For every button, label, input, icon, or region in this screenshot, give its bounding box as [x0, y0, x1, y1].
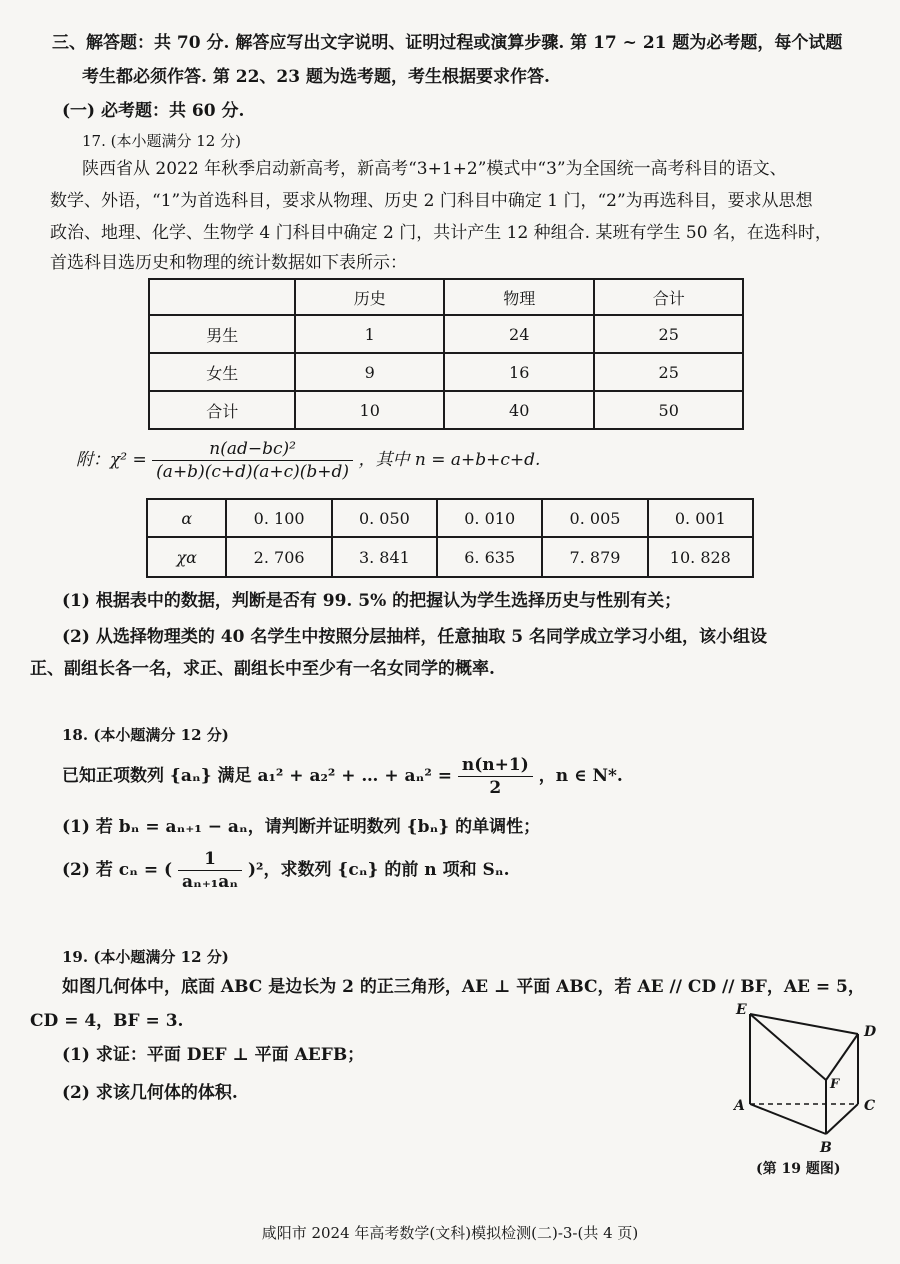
- q19-figure-caption: (第 19 题图): [756, 1161, 841, 1177]
- q18-stem-numerator: n(n+1): [458, 754, 533, 777]
- table-cell: 男生: [149, 315, 295, 353]
- table-cell: 女生: [149, 353, 295, 391]
- q17-alpha-table: [146, 498, 754, 578]
- edge-ab: [750, 1104, 826, 1134]
- chi-cell: 6. 635: [437, 537, 542, 577]
- alpha-cell: 0. 010: [437, 499, 542, 537]
- chi-cell: 3. 841: [332, 537, 437, 577]
- alpha-cell: 0. 001: [648, 499, 753, 537]
- vertex-label-b: B: [820, 1140, 832, 1156]
- q18-part-1: (1) 若 bₙ = aₙ₊₁ − aₙ，请判断并证明数列 {bₙ} 的单调性；: [62, 817, 541, 837]
- chi-square-formula: [76, 438, 540, 483]
- table-header-cell: 合计: [594, 279, 743, 315]
- table-cell: 50: [594, 391, 743, 429]
- vertex-label-e: E: [736, 1002, 747, 1018]
- q19-part-2: (2) 求该几何体的体积.: [62, 1083, 238, 1103]
- vertex-label-c: C: [864, 1098, 876, 1114]
- q18-part-2-prefix: (2) 若 cₙ = (: [62, 860, 173, 880]
- table-cell: 25: [594, 353, 743, 391]
- edge-df: [826, 1034, 858, 1080]
- q19-line-1: 如图几何体中，底面 ABC 是边长为 2 的正三角形，AE ⊥ 平面 ABC，若 AE // CD // BF，AE = 5，: [62, 977, 865, 997]
- alpha-label-cell: α: [147, 499, 226, 537]
- vertex-label-d: D: [864, 1024, 877, 1040]
- q18-part-2-numerator: 1: [178, 848, 242, 871]
- table-row: [147, 499, 753, 537]
- table-row: [149, 279, 743, 315]
- table-cell: 9: [295, 353, 444, 391]
- q17-part-2-line-1: (2) 从选择物理类的 40 名学生中按照分层抽样，任意抽取 5 名同学成立学习小组，该小组设: [62, 627, 767, 647]
- section-3-line-2: 考生都必须作答. 第 22、23 题为选考题，考生根据要求作答.: [82, 67, 550, 87]
- vertex-label-f: F: [830, 1077, 840, 1092]
- table-cell: 40: [444, 391, 594, 429]
- section-3-line-1: 三、解答题：共 70 分. 解答应写出文字说明、证明过程或演算步骤. 第 17 ~ 21 题为必考题，每个试题: [52, 33, 843, 53]
- formula-prefix: 附：χ² =: [76, 450, 147, 470]
- q19-line-2: CD = 4，BF = 3.: [30, 1011, 184, 1031]
- formula-numerator: n(ad−bc)²: [152, 438, 353, 461]
- q17-para-line-1: 陕西省从 2022 年秋季启动新高考，新高考“3+1+2”模式中“3”为全国统一高考科目的语文、: [82, 159, 787, 179]
- q18-part-2-fraction: [178, 848, 242, 893]
- q19-part-1: (1) 求证：平面 DEF ⊥ 平面 AEFB；: [62, 1045, 365, 1065]
- vertex-label-a: A: [734, 1098, 745, 1114]
- q17-para-line-4: 首选科目选历史和物理的统计数据如下表所示：: [50, 253, 407, 273]
- table-cell: 24: [444, 315, 594, 353]
- formula-denominator: (a+b)(c+d)(a+c)(b+d): [156, 462, 350, 482]
- q18-stem-fraction: [458, 754, 533, 799]
- table-row: [149, 391, 743, 429]
- chi-cell: 7. 879: [542, 537, 647, 577]
- q19-header: 19. (本小题满分 12 分): [62, 948, 229, 966]
- q18-part-2-denominator: aₙ₊₁aₙ: [181, 872, 239, 892]
- edge-ed: [750, 1014, 858, 1034]
- q17-part-1: (1) 根据表中的数据，判断是否有 99. 5% 的把握认为学生选择历史与性别有关；: [62, 591, 682, 611]
- q17-para-line-2: 数学、外语，“1”为首选科目，要求从物理、历史 2 门科目中确定 1 门，“2”为再选科目，要求从思想: [50, 191, 813, 211]
- table-row: [147, 537, 753, 577]
- q19-geometry-figure: [726, 998, 886, 1158]
- q18-stem: [62, 754, 623, 799]
- q18-stem-suffix: ，n ∈ N*.: [538, 766, 623, 786]
- table-cell: 合计: [149, 391, 295, 429]
- q18-part-2: [62, 848, 510, 893]
- page-footer: 咸阳市 2024 年高考数学(文科)模拟检测(二)-3-(共 4 页): [261, 1224, 639, 1242]
- chi-cell: 2. 706: [226, 537, 331, 577]
- formula-suffix: ，其中 n = a+b+c+d.: [358, 450, 541, 470]
- q18-header: 18. (本小题满分 12 分): [62, 726, 229, 744]
- table-cell: 25: [594, 315, 743, 353]
- table-header-cell: 历史: [295, 279, 444, 315]
- edge-ef: [750, 1014, 826, 1080]
- table-cell: 16: [444, 353, 594, 391]
- table-row: [149, 315, 743, 353]
- alpha-cell: 0. 005: [542, 499, 647, 537]
- alpha-cell: 0. 050: [332, 499, 437, 537]
- q17-header: 17. (本小题满分 12 分): [82, 132, 241, 150]
- alpha-cell: 0. 100: [226, 499, 331, 537]
- table-header-cell: 物理: [444, 279, 594, 315]
- formula-fraction: [152, 438, 353, 483]
- table-cell: 10: [295, 391, 444, 429]
- q17-para-line-3: 政治、地理、化学、生物学 4 门科目中确定 2 门，共计产生 12 种组合. 某班有学生 50 名，在选科时，: [50, 223, 832, 243]
- q18-stem-prefix: 已知正项数列 {aₙ} 满足 a₁² + a₂² + … + aₙ² =: [62, 766, 452, 786]
- q17-part-2-line-2: 正、副组长各一名，求正、副组长中至少有一名女同学的概率.: [30, 659, 495, 679]
- table-row: [149, 353, 743, 391]
- q18-part-2-suffix: )²，求数列 {cₙ} 的前 n 项和 Sₙ.: [248, 860, 510, 880]
- chi-label-cell: χα: [147, 537, 226, 577]
- q17-data-table: [148, 278, 744, 430]
- section-3-part-1: (一) 必考题：共 60 分.: [62, 101, 245, 121]
- q18-stem-denominator: 2: [489, 778, 502, 798]
- table-cell: 1: [295, 315, 444, 353]
- edge-bc: [826, 1104, 858, 1134]
- table-cell: [149, 279, 295, 315]
- chi-cell: 10. 828: [648, 537, 753, 577]
